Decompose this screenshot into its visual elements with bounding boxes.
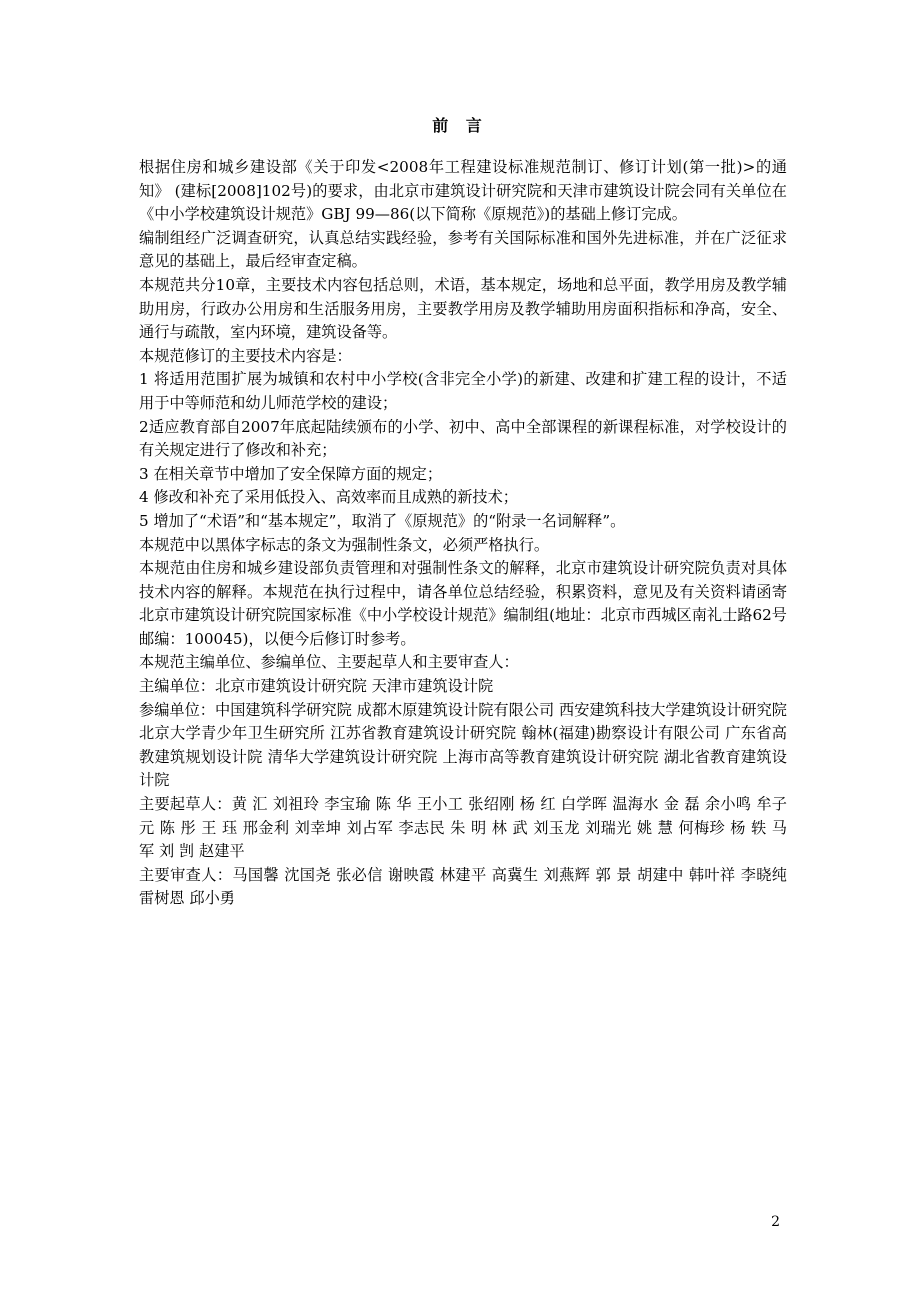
paragraph-contents: 本规范共分10章，主要技术内容包括总则，术语，基本规定，场地和总平面，教学用房及教学辅助用房，行政办公用房和生活服务用房，主要教学用房及教学辅助用房面积指标和净高，安全、通行与疏散，室内环境，建筑设备等。 [139,275,787,342]
page-title: 前 言 [432,116,488,135]
paragraph-reviewers: 主要审查人：马国馨 沈国尧 张必信 谢映霞 林建平 高冀生 刘燕辉 郭 景 胡建中 韩叶祥 李晓纯 雷树恩 邱小勇 [139,865,787,908]
paragraph-mandatory: 本规范中以黑体字标志的条文为强制性条文，必须严格执行。 [139,535,550,554]
paragraph-contributors-intro: 本规范主编单位、参编单位、主要起草人和主要审查人： [139,653,519,672]
revision-item-1: 1 将适用范围扩展为城镇和农村中小学校(含非完全小学)的新建、改建和扩建工程的设计，不适用于中等师范和幼儿师范学校的建设； [139,370,787,412]
paragraph-basis: 根据住房和城乡建设部《关于印发<2008年工程建设标准规范制订、修订计划(第一批)>的通知》 (建标[2008]102号)的要求，由北京市建筑设计研究院和天津市建筑设计院会同有关单位在《中小学校建筑设计规范》GBJ 99—86(以下简称《原规范》)的基础上修订完成。 [139,158,787,224]
revision-item-2: 2适应教育部自2007年底起陆续颁布的小学、初中、高中全部课程的新课程标准，对学校设计的有关规定进行了修改和补充； [139,417,787,460]
paragraph-chief-units: 主编单位：北京市建筑设计研究院 天津市建筑设计院 [139,677,494,696]
revision-item-5: 5 增加了“术语”和“基本规定”，取消了《原规范》的“附录一名词解释”。 [139,511,626,530]
paragraph-compilation: 编制组经广泛调查研究，认真总结实践经验，参考有关国际标准和国外先进标准，并在广泛征求意见的基础上，最后经审查定稿。 [139,228,787,271]
revision-item-3: 3 在相关章节中增加了安全保障方面的规定； [139,464,443,483]
document-body [139,156,787,911]
paragraph-management: 本规范由住房和城乡建设部负责管理和对强制性条文的解释，北京市建筑设计研究院负责对具体技术内容的解释。本规范在执行过程中，请各单位总结经验，积累资料，意见及有关资料请函寄北京市建筑设计研究院国家标准《中小学校设计规范》编制组(地址：北京市西城区南礼士路62号邮编：100045)，以便今后修订时参考。 [139,559,787,648]
paragraph-participating-units: 参编单位：中国建筑科学研究院 成都木原建筑设计院有限公司 西安建筑科技大学建筑设计研究院 北京大学青少年卫生研究所 江苏省教育建筑设计研究院 翰林(福建)勘察设计有限公司 广东省高教建筑规划设计院 清华大学建筑设计研究院 上海市高等教育建筑设计研究院 湖北省教育建筑设计院 [139,700,787,790]
page-number: 2 [771,1214,780,1230]
revision-item-4: 4 修改和补充了采用低投入、高效率而且成熟的新技术； [139,488,518,507]
paragraph-revision-intro: 本规范修订的主要技术内容是： [139,346,352,365]
paragraph-drafters: 主要起草人：黄 汇 刘祖玲 李宝瑜 陈 华 王小工 张绍刚 杨 红 白学晖 温海水 金 磊 余小鸣 牟子元 陈 彤 王 珏 邢金利 刘幸坤 刘占军 李志民 朱 明 林 武 刘玉龙 刘瑞光 姚 慧 何梅珍 杨 轶 马 军 刘 剀 赵建平 [139,795,787,861]
